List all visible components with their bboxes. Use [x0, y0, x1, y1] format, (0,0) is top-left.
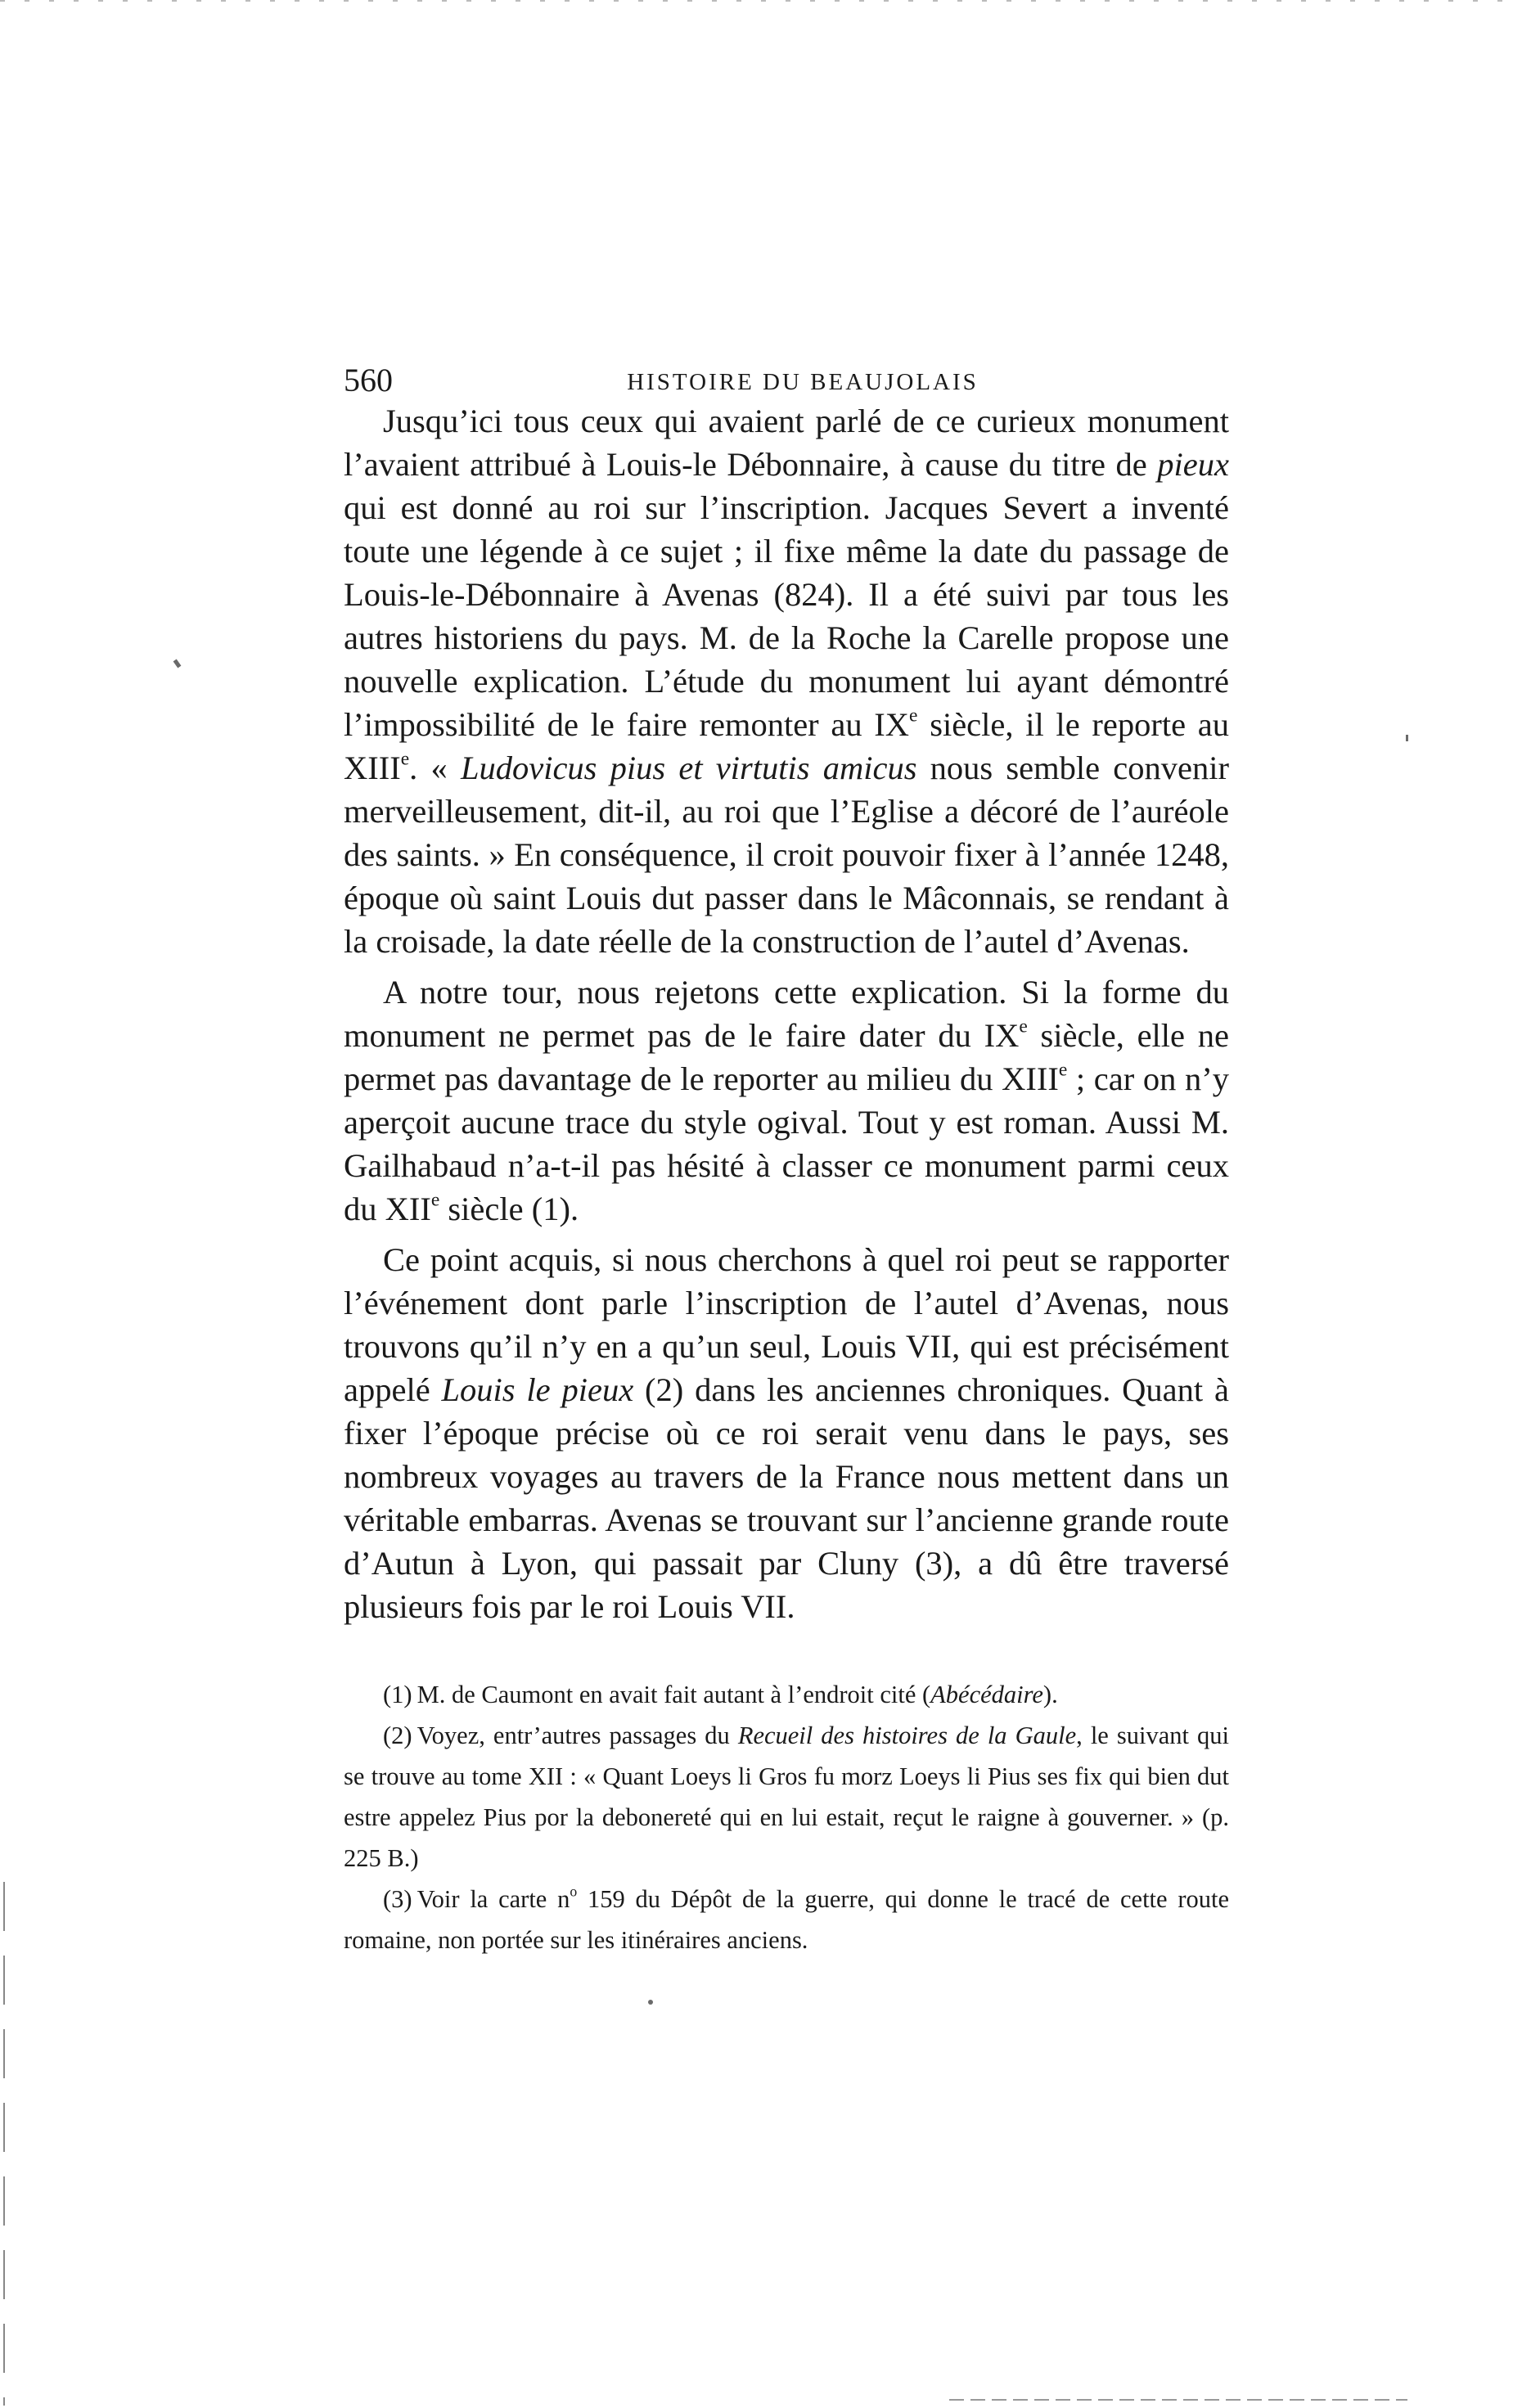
footnote-1 — [344, 1674, 1229, 1715]
p1-text-c: qui est donné au roi sur l’inscription. Jacques Severt a inventé toute une légende à ce sujet ; il fixe même la date du passage de Louis-le-Débonnaire à Avenas (824). Il a été suivi par tous les autres historiens du pays. M. de la Roche la Carelle propose une nouvelle explication. L’étude du monument lui ayant démontré l’impossibilité de le faire remonter au IX — [344, 489, 1229, 743]
p1-text-d: siècle, il le reporte au XIII — [344, 706, 1229, 786]
p1-text-e: . « — [409, 749, 461, 786]
footnote-2-text-a: Voyez, entr’autres passages du — [417, 1722, 738, 1749]
footnote-3-text-b: 159 du Dépôt de la guerre, qui donne le tracé de cette route romaine, non portée sur les itinéraires anciens. — [344, 1885, 1229, 1954]
p1-italic-pieux: pieux — [1157, 446, 1229, 483]
p3-text-c: (2) dans les anciennes chroniques. Quant à fixer l’époque précise où ce roi serait venu dans le pays, ses nombreux voyages au travers de la France nous mettent dans un véritable embarras. Avenas se trouvant sur l’ancienne grande route d’Autun à Lyon, qui passait par Cluny (3), a dû être traversé plusieurs fois par le roi Louis VII. — [344, 1371, 1229, 1625]
scan-speck-bottom — [648, 2000, 653, 2005]
scan-edge-left — [3, 1882, 5, 2406]
p2-text-b: siècle, elle ne permet pas davantage de le reporter au milieu du XIII — [344, 1017, 1229, 1097]
running-title: HISTOIRE DU BEAUJOLAIS — [627, 369, 979, 395]
p2-text-a: A notre tour, nous rejetons cette explication. Si la forme du monument ne permet pas de le faire dater du IX — [344, 974, 1229, 1054]
p1-italic-latin-quote: Ludovicus pius et virtutis amicus — [460, 749, 917, 786]
scan-speck-right — [1406, 735, 1408, 741]
footnote-2 — [344, 1715, 1229, 1879]
p2-sup-3: e — [430, 1189, 440, 1211]
footnote-1-text-a: M. de Caumont en avait fait autant à l’endroit cité ( — [417, 1681, 931, 1708]
footnotes — [344, 1674, 1229, 1960]
p3-italic-louis-le-pieux: Louis le pieux — [441, 1371, 634, 1408]
footnote-3-sup: o — [570, 1883, 578, 1900]
footnote-2-text-c: , le suivant qui se trouve au tome XII : « Quant Loeys li Gros fu morz Loeys li Pius ses fix qui bien dut estre appelez Pius por la debonereté qui en lui estait, reçut le raigne à gouverner. » (p. 225 B.) — [344, 1722, 1229, 1872]
p2-sup-2: e — [1058, 1059, 1068, 1081]
scan-top-edge — [0, 0, 1522, 2]
footnote-3 — [344, 1879, 1229, 1960]
p1-text-g: nous semble convenir merveilleusement, dit-il, au roi que l’Eglise a décoré de l’auréole des saints. » En conséquence, il croit pouvoir fixer à l’année 1248, époque où saint Louis dut passer dans le Mâconnais, se rendant à la croisade, la date réelle de la construction de l’autel d’Avenas. — [344, 749, 1229, 960]
p1-sup-1: e — [909, 704, 918, 727]
page-number: 560 — [344, 362, 393, 398]
footnote-3-text-a: Voir la carte n — [417, 1885, 570, 1913]
paragraph-1 — [344, 399, 1229, 963]
footnote-1-italic: Abécédaire — [930, 1681, 1043, 1708]
p2-text-d: siècle (1). — [439, 1190, 579, 1227]
paragraph-3 — [344, 1238, 1229, 1628]
p1-text-a: Jusqu’ici tous ceux qui avaient parlé de ce curieux monument l’avaient attribué à Louis-le Débonnaire, à cause du titre de — [344, 403, 1229, 483]
running-head — [344, 360, 1229, 401]
p3-text-a: Ce point acquis, si nous cherchons à quel roi peut se rapporter l’événement dont parle l’inscription de l’autel d’Avenas, nous trouvons qu’il n’y en a qu’un seul, Louis VII, qui est précisément appelé — [344, 1241, 1229, 1408]
p2-text-c: ; car on n’y aperçoit aucune trace du style ogival. Tout y est roman. Aussi M. Gailhabaud n’a-t-il pas hésité à classer ce monument parmi ceux du XII — [344, 1060, 1229, 1227]
p2-sup-1: e — [1019, 1015, 1028, 1037]
p1-sup-2: e — [400, 748, 410, 770]
scan-bottom-edge — [949, 2399, 1407, 2401]
footnote-1-number: (1) — [383, 1681, 412, 1708]
footnote-2-italic: Recueil des histoires de la Gaule — [737, 1722, 1077, 1749]
footnote-3-number: (3) — [383, 1885, 412, 1913]
paragraph-2 — [344, 970, 1229, 1231]
footnote-1-text-c: ). — [1042, 1681, 1058, 1708]
footnote-2-number: (2) — [383, 1722, 412, 1749]
scan-speck-left — [173, 659, 182, 668]
body-text — [344, 399, 1229, 1636]
